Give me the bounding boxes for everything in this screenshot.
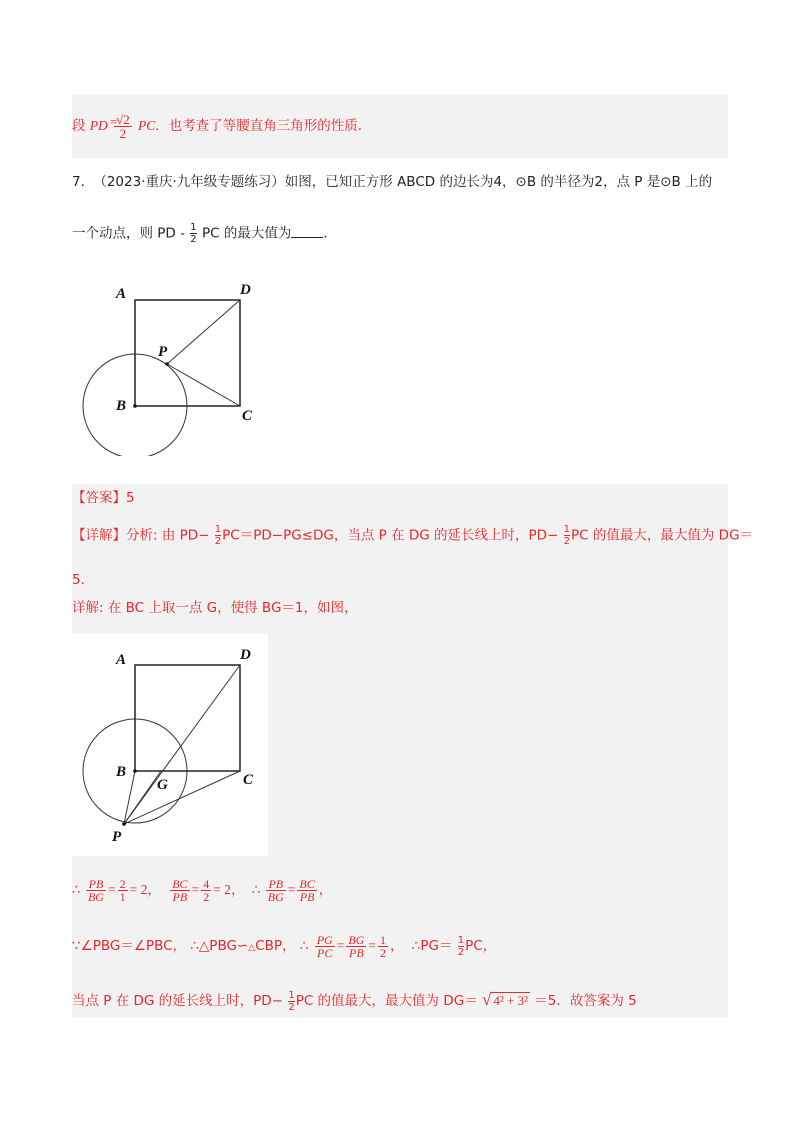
fraction-pb-bg: $\frac{PB}{BG}$ — [267, 877, 284, 905]
square-abcd — [135, 300, 240, 406]
label-a: A — [116, 652, 127, 668]
label-g: G — [157, 777, 168, 793]
step3-c: ＝5．故答案为 5 — [534, 993, 637, 1009]
because-symbol: ∵ — [72, 938, 81, 954]
step2-e: PC， — [465, 938, 497, 954]
math-equals: = — [110, 114, 118, 129]
therefore-symbol: ∴ — [190, 938, 199, 954]
figure-square-circle — [76, 276, 276, 456]
small-triangle-icon: △ — [248, 943, 256, 953]
fraction-pg-pc: $\frac{PG}{PC}$ — [316, 932, 333, 960]
therefore-symbol: ∴ — [299, 938, 309, 954]
analysis-b: PC＝PD−PG≤DG，当点 P 在 DG 的延长线上时，PD− — [222, 527, 559, 544]
question-text-2b: PC 的最大值为 — [201, 225, 292, 242]
point-b — [133, 769, 137, 773]
answer-value: 5 — [126, 490, 135, 506]
detail-line: 详解: 在 BC 上取一点 G，使得 BG＝1，如图， — [72, 600, 358, 616]
fraction-one-half: $\frac{1}{2}$ — [190, 222, 197, 245]
fraction-one-half: $\frac{1}{2}$ — [214, 524, 222, 547]
question-text-2c: ． — [323, 225, 337, 242]
fraction-one-half: $\frac{1}{2}$ — [457, 934, 465, 958]
answer-blank — [291, 223, 323, 238]
label-d: D — [240, 647, 251, 663]
question-number: 7． — [72, 174, 95, 190]
question-line-1 — [72, 172, 712, 192]
step2-c: CBP， — [255, 938, 296, 954]
segment-pd — [167, 300, 240, 364]
label-b: B — [116, 398, 127, 414]
question-text-1: （2023·重庆·九年级专题练习）如图，已知正方形 ABCD 的边长为4，⊙B 的半径为2，点 P 是⊙B 上的 — [100, 174, 713, 190]
label-b: B — [116, 764, 127, 780]
segment-pd — [124, 665, 240, 824]
fraction-2-1: $\frac{2}{1}$ — [119, 877, 126, 905]
point-b — [133, 404, 137, 408]
fraction-bg-pb: $\frac{BG}{PB}$ — [348, 932, 365, 960]
point-p — [165, 362, 169, 366]
fraction-one-half: $\frac{1}{2}$ — [288, 989, 295, 1013]
answer-line — [72, 488, 135, 508]
segment-pc — [124, 771, 240, 824]
fraction-bc-pb: $\frac{BC}{PB}$ — [299, 877, 315, 905]
step3-b: PC 的值最大，最大值为 DG＝ — [295, 993, 478, 1009]
fraction-pb-bg: $\frac{PB}{BG}$ — [87, 877, 104, 905]
answer-tag: 【答案】 — [72, 490, 126, 506]
question-line-2 — [72, 222, 337, 245]
therefore-symbol: ∴ — [411, 938, 421, 954]
step-line-3 — [72, 982, 637, 1019]
point-p — [122, 822, 126, 826]
label-d: D — [240, 282, 251, 298]
square-abcd — [135, 665, 240, 771]
step-line-1: ∴ $\frac{PB}{BG}$ = $\frac{2}{1}$ = 2， $\frac{BC}{PB}$ = $\frac{4}{2}$ = 2， ∴ $\frac{PB}{BG}$ = $\frac{BC}{PB}$ ， — [72, 877, 333, 905]
fraction-bc-pb: $\frac{BC}{PB}$ — [172, 877, 188, 905]
sqrt-expression: √ 4² + 3² — [482, 990, 528, 1009]
fraction-4-2: $\frac{4}{2}$ — [203, 877, 210, 905]
analysis-line-1 — [72, 524, 753, 547]
sqrt-icon: √ — [482, 990, 492, 1009]
question-text-2a: 一个动点，则 PD - — [72, 225, 185, 242]
step3-a: 当点 P 在 DG 的延长线上时，PD− — [72, 993, 284, 1009]
label-p: P — [112, 829, 122, 845]
step-line-2: ∵∠PBG＝∠PBC， ∴△PBG∽△CBP， ∴ $\frac{PG}{PC}$ = $\frac{BG}{PB}$ = $\frac{1}{2}$ ， ∴PG＝ $\frac{1}{2}$ PC， — [72, 932, 497, 960]
step2-d: PG＝ — [420, 938, 453, 954]
therefore-symbol: ∴ — [72, 882, 81, 898]
analysis-a: 分析: 由 PD− — [126, 527, 210, 544]
label-c: C — [242, 408, 253, 424]
step2-a: ∠PBG＝∠PBC， — [80, 938, 187, 954]
label-p: P — [158, 344, 168, 360]
text-suffix: ．也考查了等腰直角三角形的性质． — [155, 118, 372, 134]
fraction-one-half: $\frac{1}{2}$ — [563, 524, 571, 547]
fraction-sqrt2-over-2: $\frac{√2}{2}$ — [116, 111, 130, 141]
label-c: C — [243, 772, 254, 788]
text-prefix: 段 — [72, 118, 86, 134]
step2-b: △PBG∽ — [198, 938, 249, 954]
fraction-1-2: $\frac{1}{2}$ — [379, 932, 386, 960]
figure-with-point-g — [72, 634, 268, 856]
analysis-c: PC 的值最大，最大值为 DG＝ — [571, 527, 754, 544]
math-pd: PD — [89, 118, 108, 133]
analysis-line-2: 5. — [72, 572, 85, 588]
label-a: A — [116, 286, 127, 302]
detail-tag: 【详解】 — [72, 527, 126, 544]
segment-pc — [167, 364, 240, 406]
therefore-symbol: ∴ — [251, 882, 261, 898]
math-pc: PC — [138, 118, 156, 133]
